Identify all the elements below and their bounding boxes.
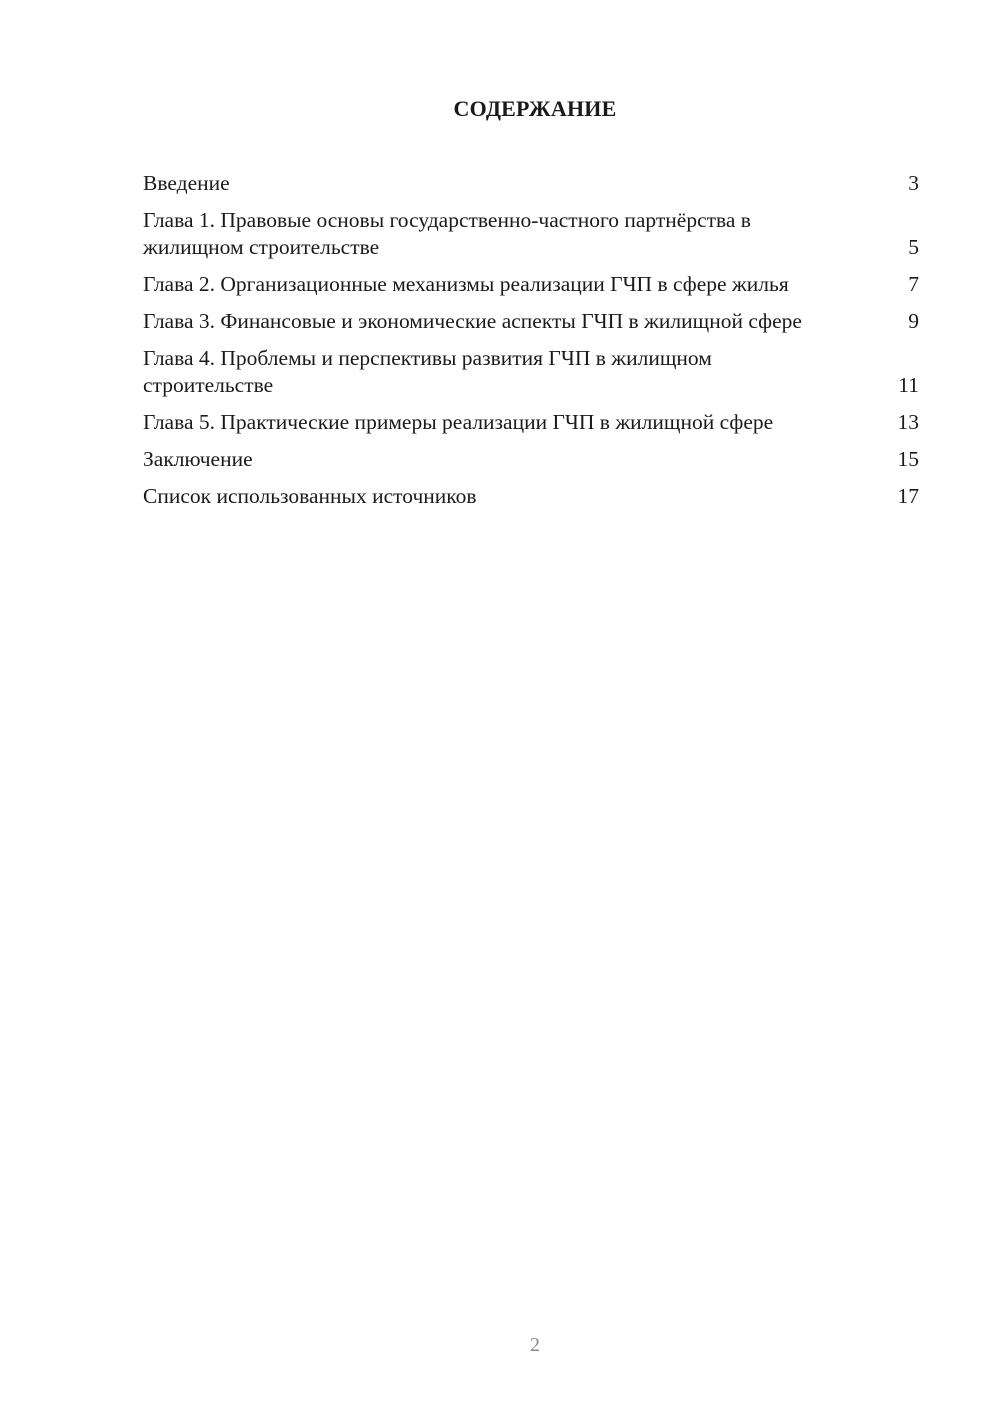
table-of-contents <box>143 170 919 520</box>
toc-entry-chapter-3 <box>143 308 919 335</box>
toc-entry-page: 17 <box>897 484 919 508</box>
toc-entry-references <box>143 483 919 510</box>
toc-entry-page: 15 <box>897 447 919 471</box>
toc-entry-label: Список использованных источников <box>143 484 477 508</box>
toc-entry-page: 13 <box>897 410 919 434</box>
toc-entry-label: Глава 1. Правовые основы государственно-частного партнёрства в жилищном строительстве <box>143 208 751 259</box>
toc-entry-page: 9 <box>908 309 919 333</box>
toc-entry-chapter-2 <box>143 271 919 298</box>
toc-entry-label: Глава 3. Финансовые и экономические аспекты ГЧП в жилищной сфере <box>143 309 802 333</box>
toc-entry-label: Глава 4. Проблемы и перспективы развития ГЧП в жилищном строительстве <box>143 346 712 397</box>
toc-title: СОДЕРЖАНИЕ <box>453 96 617 121</box>
toc-entry-introduction <box>143 170 919 197</box>
toc-entry-page: 11 <box>898 373 919 397</box>
toc-entry-chapter-1 <box>143 207 919 261</box>
toc-entry-chapter-4 <box>143 345 919 399</box>
toc-entry-chapter-5 <box>143 409 919 436</box>
toc-entry-page: 5 <box>908 235 919 259</box>
page-number: 2 <box>530 1334 540 1356</box>
toc-entry-label: Глава 5. Практические примеры реализации ГЧП в жилищной сфере <box>143 410 774 434</box>
toc-entry-label: Введение <box>143 171 230 195</box>
toc-entry-conclusion <box>143 446 919 473</box>
toc-entry-page: 7 <box>908 272 919 296</box>
toc-entry-label: Заключение <box>143 447 253 471</box>
toc-entry-page: 3 <box>908 171 919 195</box>
toc-entry-label: Глава 2. Организационные механизмы реализации ГЧП в сфере жилья <box>143 272 789 296</box>
